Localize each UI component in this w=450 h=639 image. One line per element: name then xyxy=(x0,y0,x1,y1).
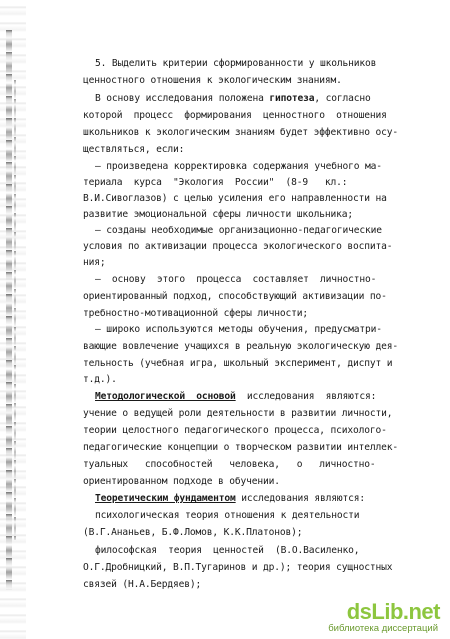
text-line: требностно-мотивационной сферы личности; xyxy=(83,308,309,319)
text-line: ния; xyxy=(83,257,106,268)
text-line: учение о ведущей роли деятельности в развитии личности, xyxy=(83,408,393,419)
text-line: ценностного отношения к экологическим знаниям. xyxy=(83,75,342,86)
text-span: В основу исследования положена xyxy=(95,93,270,104)
text-line: териала курса "Экология России" (8-9 кл.: xyxy=(83,177,348,188)
emphasis-text: Методологической основой xyxy=(95,391,236,402)
text-line xyxy=(95,493,365,505)
text-line: — созданы необходимые организационно-педагогические xyxy=(95,225,382,236)
text-line: О.Г.Дробницкий, В.П.Тугаринов и др.); теория сущностных xyxy=(83,562,393,573)
emphasis-text: Теоретическим фундаментом xyxy=(95,493,236,504)
text-line: философская теория ценностей (В.О.Василенко, xyxy=(95,545,360,556)
text-line: которой процесс формирования ценностного отношения xyxy=(83,110,387,121)
text-line: (В.Г.Ананьев, Б.Ф.Ломов, К.К.Платонов); xyxy=(83,527,303,538)
watermark-brand: dsLib.net xyxy=(346,599,440,624)
text-line: т.д.). xyxy=(83,374,117,385)
text-line: 5. Выделить критерии сформированности у школьников xyxy=(95,58,377,69)
text-line: школьников к экологическим знаниям будет эффективно осу- xyxy=(83,127,399,138)
text-line: — широко используются методы обучения, предусматри- xyxy=(95,324,382,335)
text-line: ществляться, если: xyxy=(83,144,185,155)
text-line: связей (Н.А.Бердяев); xyxy=(83,579,202,590)
text-span: исследования являются: xyxy=(235,391,377,402)
text-span: , согласно xyxy=(314,93,371,104)
text-line: ориентированный подход, способствующий активизации по- xyxy=(83,291,387,302)
text-line: — основу этого процесса составляет личностно- xyxy=(95,274,377,285)
text-line: педагогические концепции о творческом развитии интеллек- xyxy=(83,442,399,453)
text-line xyxy=(95,391,376,403)
text-line: теории целостного педагогического процесса, психолого- xyxy=(83,425,387,436)
emphasis-text: гипотеза xyxy=(269,93,315,104)
text-line: вающие вовлечение учащихся в реальную экологическую дея- xyxy=(83,341,399,352)
text-line: психологическая теория отношения к деятельности xyxy=(95,510,360,521)
text-line: ориентированном подходе в обучении. xyxy=(83,476,280,487)
text-line xyxy=(95,93,371,105)
text-line: — произведена корректировка содержания учебного ма- xyxy=(95,161,382,172)
text-line: туальных способностей человека, о личностно- xyxy=(83,459,376,470)
text-span: исследования являются: xyxy=(235,493,366,504)
text-line: тельность (учебная игра, школьный эксперимент, диспут и xyxy=(83,358,393,369)
text-line: условия по активизации процесса экологического воспита- xyxy=(83,241,393,252)
watermark-logo xyxy=(328,599,440,635)
text-line: В.И.Сивоглазов) с целью усиления его направленности на xyxy=(83,193,387,204)
text-line: развитие эмоциональной сферы личности школьника; xyxy=(83,209,354,220)
watermark-subtitle: библиотека диссертаций xyxy=(328,623,438,634)
